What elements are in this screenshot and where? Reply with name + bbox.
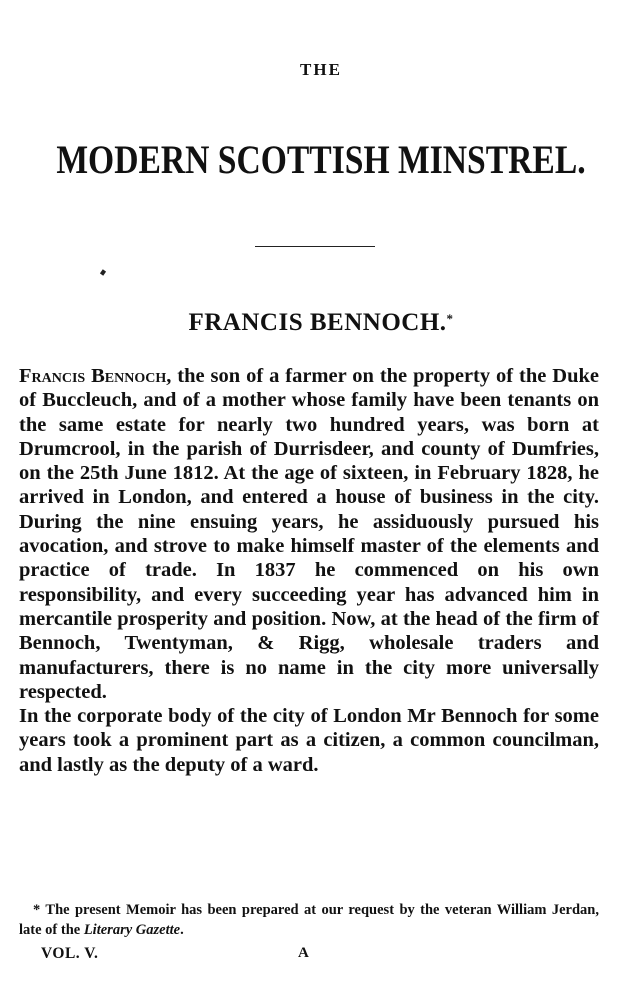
print-speck [100, 269, 106, 275]
footnote-end: . [180, 922, 184, 938]
section-heading-text: FRANCIS BENNOCH. [188, 309, 447, 336]
paragraph [19, 704, 599, 777]
footnote-reference: * [446, 311, 454, 326]
page-footer [41, 945, 601, 969]
volume-label: VOL. V. [41, 945, 99, 962]
title-divider [255, 246, 375, 247]
book-title: MODERN SCOTTISH MINSTREL. [56, 137, 586, 182]
footnote-marker: * [33, 902, 41, 918]
paragraph-text: In the corporate body of the city of London Mr Bennoch for some years took a prominent part as a citizen, a common councilman, and lastly as the deputy of a ward. [19, 705, 599, 776]
paragraph [19, 364, 599, 704]
section-heading [0, 309, 642, 337]
lead-name: Francis Bennoch, [19, 365, 172, 387]
footnote-italic-title: Literary Gazette [83, 922, 181, 938]
title-kicker: THE [300, 60, 342, 79]
memoir-body [19, 364, 599, 777]
paragraph-text: the son of a farmer on the property of the Duke of Buccleuch, and of a mother whose family have been tenants on the same estate for nearly two hundred years, was born at Drumcrool, in the parish of Durrisdeer, and county of Dumfries, on the 25th June 1812. At the age of sixteen, in February 1828, he arrived in London, and entered a house of business in the city. During the nine ensuing years, he assiduously pursued his avocation, and strove to make himself master of the elements and practice of trade. In 1837 he commenced on his own responsibility, and every succeeding year has advanced him in mercantile prosperity and position. Now, at the head of the firm of Bennoch, Twentyman, & Rigg, wholesale traders and manufacturers, there is no name in the city more universally respected. [19, 365, 599, 703]
footnote-text: The present Memoir has been prepared at our request by the veteran William Jerdan, late of the [19, 902, 599, 938]
signature-mark: A [298, 945, 309, 961]
footnote [19, 900, 599, 940]
